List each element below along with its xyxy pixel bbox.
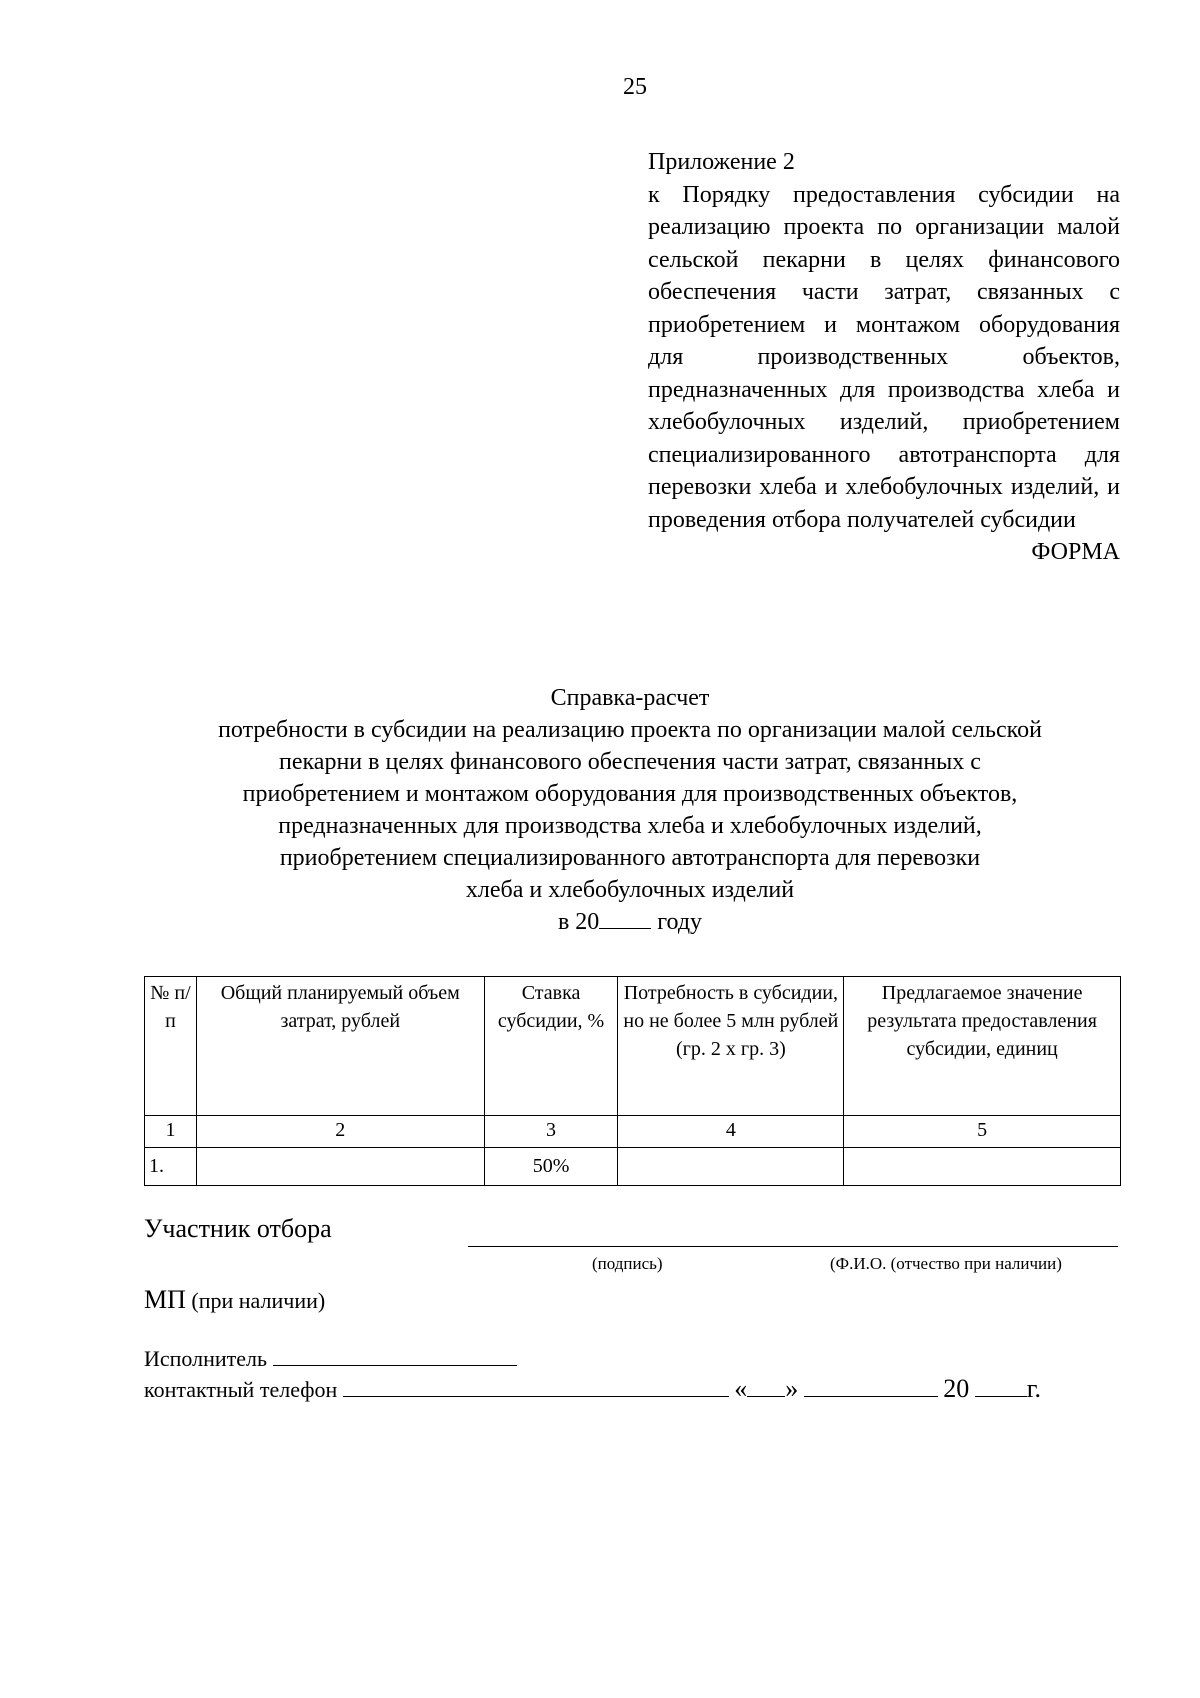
executor-blank[interactable] — [273, 1345, 517, 1366]
calculation-table — [144, 976, 1121, 1186]
column-number: 3 — [484, 1116, 618, 1148]
participant-label: Участник отбора — [144, 1214, 332, 1243]
table-column-numbers-row — [145, 1116, 1121, 1148]
day-blank[interactable] — [747, 1376, 785, 1397]
date-open-quote: « — [734, 1374, 748, 1403]
heading-year-line — [130, 906, 1130, 938]
stamp-label — [144, 1285, 325, 1315]
phone-date-row — [144, 1374, 1124, 1404]
phone-blank[interactable] — [343, 1376, 729, 1397]
table-header-row — [145, 977, 1121, 1116]
executor-label: Исполнитель — [144, 1346, 268, 1371]
table-row — [145, 1148, 1121, 1186]
table-cell-subsidy-rate: 50% — [484, 1148, 618, 1186]
column-number: 4 — [618, 1116, 844, 1148]
table-cell-result-value[interactable] — [844, 1148, 1121, 1186]
table-cell-number: 1. — [145, 1148, 197, 1186]
column-header-subsidy-need: Потребность в субсидии, но не более 5 млн рублей (гр. 2 х гр. 3) — [618, 977, 844, 1116]
document-title: Справка-расчет — [550, 685, 710, 711]
date-year-suffix: г. — [1026, 1374, 1041, 1403]
stamp-mp: МП — [144, 1285, 186, 1314]
name-caption: (Ф.И.О. (отчество при наличии) — [830, 1254, 1062, 1273]
stamp-note: (при наличии) — [185, 1288, 326, 1313]
signature-caption: (подпись) — [592, 1254, 663, 1273]
year-prefix: в 20 — [557, 909, 600, 935]
appendix-body: к Порядку предоставления субсидии на реализацию проекта по организации малой сельской пекарни в целях финансового обеспечения части затрат, связанных с приобретением и монтажом оборудования для производственных объектов, предназначенных для производства хлеба и хлебобулочных изделий, приобретением специализированного автотранспорта для перевозки хлеба и хлебобулочных изделий, и проведения отбора получателей субсидии — [648, 181, 1120, 533]
column-number: 2 — [196, 1116, 484, 1148]
table-cell-planned-costs[interactable] — [196, 1148, 484, 1186]
appendix-title: Приложение 2 — [648, 149, 795, 175]
column-header-planned-costs: Общий планируемый объем затрат, рублей — [196, 977, 484, 1116]
page-number: 25 — [623, 74, 647, 100]
heading-line: предназначенных для производства хлеба и хлебобулочных изделий, — [278, 813, 982, 839]
date-year-prefix: 20 — [943, 1374, 970, 1403]
table-cell-subsidy-need[interactable] — [618, 1148, 844, 1186]
phone-label: контактный телефон — [144, 1377, 338, 1402]
date-close-quote: » — [785, 1374, 799, 1403]
column-header-subsidy-rate: Ставка субсидии, % — [484, 977, 618, 1116]
column-header-result-value: Предлагаемое значение результата предоставления субсидии, единиц — [844, 977, 1121, 1116]
column-number: 1 — [145, 1116, 197, 1148]
document-heading — [130, 682, 1130, 938]
heading-line: хлеба и хлебобулочных изделий — [465, 877, 795, 903]
year-suffix: году — [651, 909, 703, 935]
signature-line[interactable] — [468, 1246, 1118, 1247]
executor-row — [144, 1345, 517, 1372]
column-number: 5 — [844, 1116, 1121, 1148]
heading-line: пекарни в целях финансового обеспечения части затрат, связанных с — [279, 749, 981, 775]
appendix-block — [648, 146, 1120, 569]
month-blank[interactable] — [804, 1376, 938, 1397]
form-label: ФОРМА — [1031, 539, 1120, 565]
heading-line: приобретением специализированного автотранспорта для перевозки — [279, 845, 981, 871]
year-blank-bottom[interactable] — [975, 1376, 1027, 1397]
heading-line: приобретением и монтажом оборудования для производственных объектов, — [242, 781, 1018, 807]
year-blank[interactable] — [599, 908, 651, 929]
heading-line: потребности в субсидии на реализацию проекта по организации малой сельской — [218, 717, 1042, 743]
column-header-number: № п/п — [145, 977, 197, 1116]
